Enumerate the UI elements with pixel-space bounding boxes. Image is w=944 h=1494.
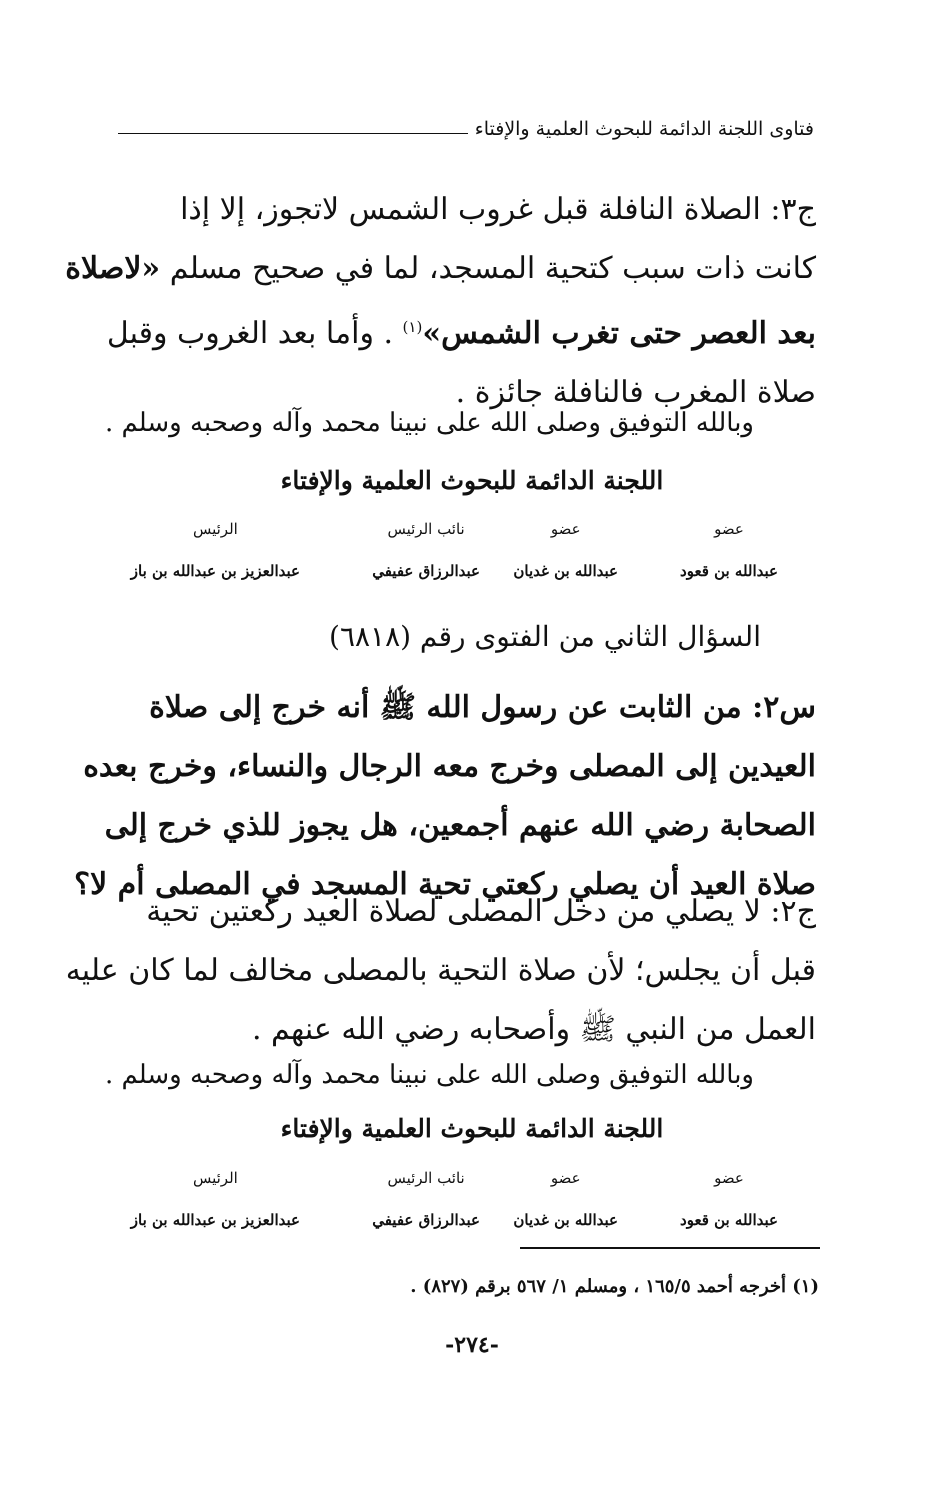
text-segment: العيدين إلى المصلى وخرج معه الرجال والنساء، وخرج بعده bbox=[83, 749, 816, 784]
signatory-name: عبدالله بن غديان bbox=[513, 562, 618, 580]
signatory bbox=[131, 519, 300, 581]
text-segment: الصحابة رضي الله عنهم أجمعين، هل يجوز للذي خرج إلى bbox=[104, 808, 816, 843]
answer-3-line bbox=[106, 298, 816, 363]
page-number: -٢٧٤- bbox=[445, 1332, 499, 1358]
signatory-name: عبدالرزاق عفيفي bbox=[372, 562, 480, 580]
answer-2 bbox=[65, 882, 816, 1059]
question-2 bbox=[74, 678, 816, 914]
signatory bbox=[513, 1168, 618, 1230]
signatory-role: عضو bbox=[550, 520, 581, 538]
footnote-rule bbox=[520, 1247, 820, 1249]
text-segment: . وأما بعد الغروب وقبل bbox=[106, 316, 403, 351]
signatory-role: نائب الرئيس bbox=[387, 1169, 465, 1187]
signatory-name: عبدالرزاق عفيفي bbox=[372, 1211, 480, 1229]
signatory-role: الرئيس bbox=[192, 1169, 238, 1187]
footnote: (١) أخرجه أحمد ١٦٥/٥ ، ومسلم ١/ ٥٦٧ برقم (٨٢٧) . bbox=[410, 1276, 819, 1297]
signatory bbox=[680, 519, 778, 581]
answer-2-line bbox=[65, 941, 816, 1000]
text-segment: العمل من النبي ﷺ وأصحابه رضي الله عنهم . bbox=[251, 1012, 816, 1047]
answer-2-line bbox=[122, 882, 816, 941]
signatory-role: عضو bbox=[550, 1169, 581, 1187]
signatory-role: الرئيس bbox=[192, 520, 238, 538]
text-segment: ج٣: الصلاة النافلة قبل غروب الشمس لاتجوز، إلا إذا bbox=[180, 192, 816, 227]
signatory bbox=[513, 519, 618, 581]
signatory-role: نائب الرئيس bbox=[387, 520, 465, 538]
question-2-line bbox=[122, 678, 816, 737]
signatory bbox=[131, 1168, 300, 1230]
answer-2-line bbox=[122, 1000, 816, 1059]
footnote-marker: (١) bbox=[402, 318, 423, 336]
signatory-name: عبدالله بن غديان bbox=[513, 1211, 618, 1229]
signatory-name: عبدالعزيز بن عبدالله بن باز bbox=[130, 1211, 300, 1229]
signatory bbox=[372, 1168, 480, 1230]
text-segment: ج٢: لا يصلي من دخل المصلى لصلاة العيد ركعتين تحية bbox=[146, 894, 816, 929]
question-2-line bbox=[104, 796, 816, 855]
signatures-block-2 bbox=[120, 1168, 780, 1238]
signatory-name: عبدالعزيز بن عبدالله بن باز bbox=[130, 562, 300, 580]
answer-3-line bbox=[122, 180, 816, 239]
running-head: فتاوى اللجنة الدائمة للبحوث العلمية والإفتاء bbox=[474, 118, 814, 140]
committee-name-1: اللجنة الدائمة للبحوث العلمية والإفتاء bbox=[280, 466, 664, 495]
text-segment: قبل أن يجلس؛ لأن صلاة التحية بالمصلى مخالف لما كان عليه bbox=[65, 953, 816, 988]
closing-formula-2: وبالله التوفيق وصلى الله على نبينا محمد وآله وصحبه وسلم . bbox=[104, 1060, 754, 1090]
signatory bbox=[680, 1168, 778, 1230]
text-segment: صلاة المغرب فالنافلة جائزة . bbox=[455, 375, 816, 410]
signatory-role: عضو bbox=[714, 520, 744, 538]
question-title: السؤال الثاني من الفتوى رقم (٦٨١٨) bbox=[329, 620, 761, 653]
text-segment: صلاة العيد أن يصلي ركعتي تحية المسجد في المصلى أم لا؟ bbox=[74, 867, 816, 902]
text-segment: «لاصلاة bbox=[65, 251, 161, 286]
answer-3 bbox=[65, 180, 816, 422]
text-segment: س٢: من الثابت عن رسول الله ﷺ أنه خرج إلى صلاة bbox=[149, 690, 816, 725]
signatures-block-1 bbox=[120, 519, 780, 589]
signatory bbox=[372, 519, 480, 581]
question-2-line bbox=[83, 737, 816, 796]
closing-formula-1: وبالله التوفيق وصلى الله على نبينا محمد وآله وصحبه وسلم . bbox=[104, 408, 754, 438]
header-rule bbox=[118, 133, 468, 134]
signatory-name: عبدالله بن قعود bbox=[680, 562, 778, 580]
signatory-role: عضو bbox=[714, 1169, 744, 1187]
committee-name-2: اللجنة الدائمة للبحوث العلمية والإفتاء bbox=[280, 1114, 664, 1143]
text-segment: كانت ذات سبب كتحية المسجد، لما في صحيح مسلم bbox=[160, 251, 816, 286]
answer-3-line bbox=[65, 239, 816, 298]
signatory-name: عبدالله بن قعود bbox=[680, 1211, 778, 1229]
text-segment: بعد العصر حتى تغرب الشمس» bbox=[422, 316, 816, 351]
